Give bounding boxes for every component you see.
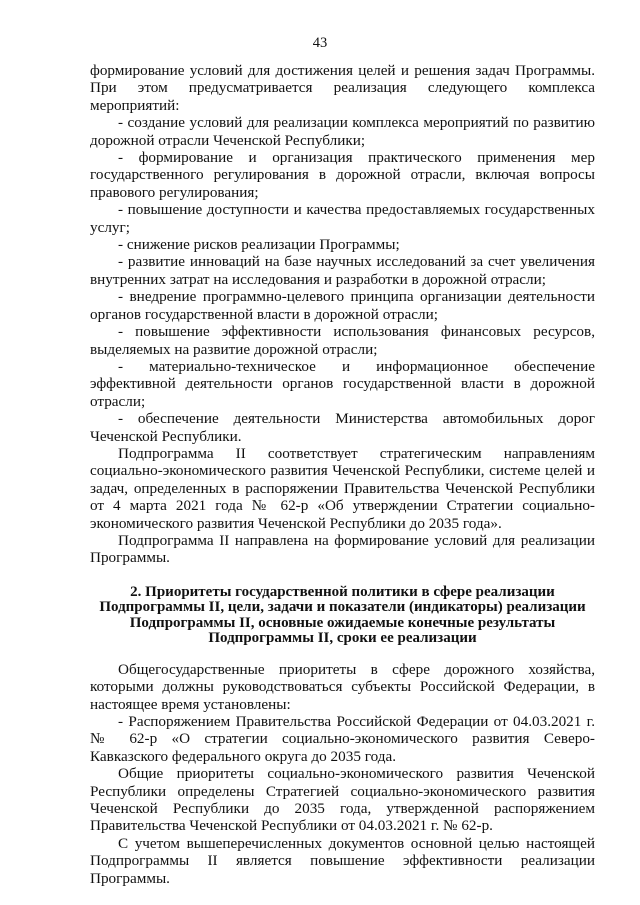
paragraph-priorities: Общегосударственные приоритеты в сфере дорожного хозяйства, которыми должны руководствоваться субъекты Российской Федерации, в настоящее время установлены: bbox=[90, 660, 595, 713]
list-item-measure: - повышение эффективности использования финансовых ресурсов, выделяемых на развитие дорожной отрасли; bbox=[90, 323, 595, 358]
list-item-measure: - обеспечение деятельности Министерства автомобильных дорог Чеченской Республики. bbox=[90, 410, 595, 445]
paragraph-general-priorities: Общие приоритеты социально-экономического развития Чеченской Республики определены Стратегией социально-экономического развития Чеченской Республики до 2035 года, утвержденной распоряжением Правительства Чеченской Республики от 04.03.2021 г. № 62-р. bbox=[90, 765, 595, 835]
list-item-measure: - создание условий для реализации комплекса мероприятий по развитию дорожной отрасли Чеченской Республики; bbox=[90, 114, 595, 149]
list-item-measure: - материально-техническое и информационное обеспечение эффективной деятельности органов государственной власти в дорожной отрасли; bbox=[90, 357, 595, 410]
list-item-measure: - снижение рисков реализации Программы; bbox=[118, 236, 400, 254]
paragraph-strategy: Подпрограмма II соответствует стратегическим направлениям социально-экономического развития Чеченской Республики, системе целей и задач, определенных в распоряжении Правительства Чеченской Республики от 4 марта 2021 года № 62-р «Об утверждении Стратегии социально-экономического развития Чеченской Республики до 2035 года». bbox=[90, 444, 595, 532]
list-item-measure: - внедрение программно-целевого принципа организации деятельности органов государственной власти в дорожной отрасли; bbox=[90, 288, 595, 323]
page-number: 43 bbox=[312, 35, 328, 51]
list-item-measure: - развитие инноваций на базе научных исследований за счет увеличения внутренних затрат на исследования и разработки в дорожной отрасли; bbox=[90, 253, 595, 288]
list-item-order: - Распоряжением Правительства Российской Федерации от 04.03.2021 г. № 62-р «О стратегии социально-экономического развития Северо-Кавказского федерального округа до 2035 года. bbox=[90, 713, 595, 765]
section-heading: 2. Приоритеты государственной политики в сфере реализации Подпрограммы II, цели, задачи и показатели (индикаторы) реализации Подпрограммы II, основные ожидаемые конечные результаты Подпрограммы II, сроки ее реализации bbox=[99, 583, 586, 647]
document-body bbox=[90, 62, 595, 887]
list-item-measure: - повышение доступности и качества предоставляемых государственных услуг; bbox=[90, 201, 595, 236]
paragraph-intro: формирование условий для достижения целей и решения задач Программы. При этом предусматривается реализация следующего комплекса мероприятий: bbox=[90, 62, 595, 114]
list-item-measure: - формирование и организация практического применения мер государственного регулирования в дорожной отрасли, включая вопросы правового регулирования; bbox=[90, 149, 595, 201]
paragraph-main-goal: С учетом вышеперечисленных документов основной целью настоящей Подпрограммы II является повышение эффективности реализации Программы. bbox=[90, 834, 595, 887]
paragraph-purpose: Подпрограмма II направлена на формирование условий для реализации Программы. bbox=[90, 531, 595, 567]
